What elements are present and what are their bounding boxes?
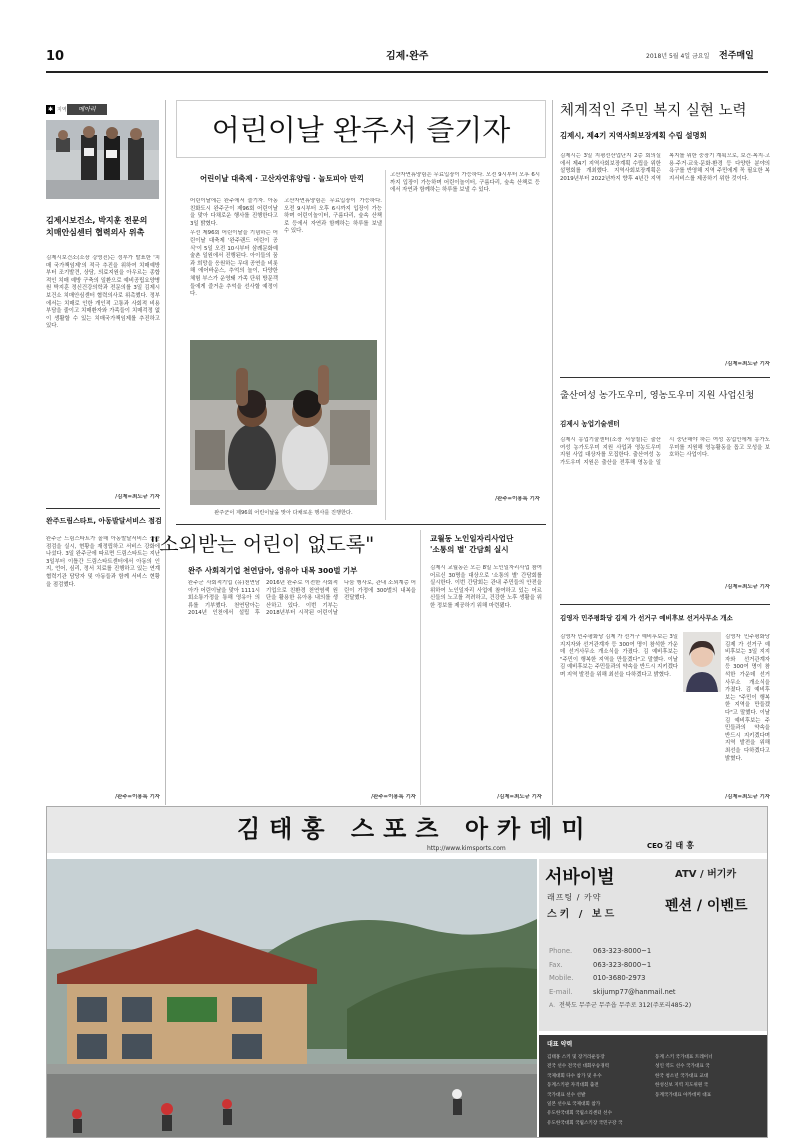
page-number: 10 — [46, 49, 65, 64]
region-tag-prefix: 지역 — [57, 107, 67, 113]
right-story2-body: 김제시 농업기술센터(소장 서상칠)는 출산여성 농가도우미 지원 사업과 영농도우미 지원 사업 대상자를 모집한다. 출산여성 농가도우미 지원은 출산을 전후해 영농을 일시 중단해야 하는 여성 농업인에게 농가도우미를 지원해 영농활동을 돕고 모성을 보호하는 사업이다. — [560, 437, 770, 466]
right-story3-body-right: 김영자 민주평화당 김제 가 선거구 예비후보는 3일 지지자와 선거관계자 등 300여 명이 참석한 가운데 선거사무소 개소식을 가졌다. 김 예비후보는 "주민이 행복한 지역을 만들겠다"고 말했다. 이날 김 예비후보는 주민들과의 약속을 반드시 지키겠다며 지역 발전을 위해 최선을 다하겠다고 밝혔다. — [725, 634, 770, 762]
ad-info-panel — [539, 859, 767, 1031]
mid-story-body: 김제시 교월동은 오는 8일 노인일자리사업 참여 어르신 30명을 대상으로 '소통의 별' 간담회를 실시한다. 이번 간담회는 관내 주민들의 안전을 위하여 노인일자리 사업에 참여하고 있는 어르신들의 노고를 격려하고, 건강한 노후 생활을 위한 정보를 제공하기 위해 마련됐다. — [430, 565, 542, 609]
left-col-divider — [165, 100, 166, 805]
region-tag — [46, 104, 108, 116]
main-continued-text: 고산자연휴양림은 무료입장이 가능하다. 오전 9시부터 오후 6시까지 입장이 가능하며 어린이놀이터, 구름다리, 숲속 산책로 등에서 자연과 함께하는 하루를 보낼 수 있다. — [390, 172, 540, 194]
issue-date: 2018년 5월 4일 금요일 — [646, 53, 710, 60]
left-rule-1 — [46, 508, 160, 509]
ad-venue-sub2: 스키 / 보드 — [547, 909, 618, 920]
ad-venue-sub1: 래프팅 / 카약 — [547, 893, 602, 902]
ad-history-panel — [539, 1035, 767, 1137]
ad-history-item: 유도한국대회 국립스키장 국민구강 국 — [547, 1120, 623, 1126]
ad-phone-label: Phone. — [549, 947, 573, 955]
ad-history-item: 성인 역도 선수 국가대표 국 — [655, 1064, 710, 1070]
main-subhead: 어린이날 대축제 · 고산자연휴양림 · 놀토피아 만끽 — [200, 174, 364, 183]
region-tag-bullet: ✱ — [47, 106, 54, 113]
mid-story-headline — [430, 533, 548, 555]
ad-ceo — [647, 842, 697, 851]
main-story-p3: 고산자연휴양림은 무료입장이 가능하다. 오전 9시부터 오후 6시까지 입장이 가능하며 어린이놀이터, 구름다리, 숲속 산책로 등에서 자연과 함께하는 하루를 보낼 수 있다. — [284, 198, 382, 235]
award-photo — [46, 120, 159, 199]
right-story1-subhead: 김제시, 제4기 지역사회보장계획 수립 설명회 — [560, 131, 707, 140]
main-left-column — [190, 198, 278, 338]
mid-col-divider — [420, 530, 421, 805]
ad-history-item: 국가대표 선수 선발 — [547, 1092, 586, 1098]
main-story-p2: 우선 제96회 어린이날을 기념하는 어린이날 대축제 '완주랜드 어린이 공식'이 5일 오전 10시부터 삼례문화예술촌 일원에서 진행된다. 아이들의 꿈과 희망을 응원하는 무대 공연을 비롯해 에어바운스, 추억의 놀이, 다양한 체험 부스가 운영돼 가족 단위 방문객들에게 즐거운 추억을 선사할 예정이다. — [190, 230, 278, 298]
left-story3-body: 완주군 사회적기업 (유)천연담아가 어린이날을 맞아 1111시회소통가정을 통해 영유아 의류를 기부했다. 천연담아는 2014년 인천에서 설립 후 2016년 완주로 이전한 사회적기업으로 친환경 천연염색 원단을 활용한 유아용 내의를 생산하고 있다. 이번 기부는 2018년부터 시작된 어린이날 나눔 행사로, 관내 소외계층 어린이 가정에 300벌의 내복을 전달했다. — [188, 580, 416, 617]
left-story2-body: 완주군 드림스타트가 올해 아동발달서비스 중간점검을 실시, 현황을 재정립하고 서비스 강화에 나섰다. 3일 완주군에 따르면 드림스타트는 지난 3일부터 이틀간 드림스타트센터에서 아동의 인지, 언어, 심리, 정서 치료를 진행하고 있는 연계협력기관 담당자 및 아동들과 함께 서비스 현황을 점검했다. — [46, 536, 160, 588]
ad-mobile: 010-3680-2973 — [593, 974, 646, 982]
ad-fax: 063-323-8000~1 — [593, 960, 652, 969]
left-story1-byline: /김제=최도규 기자 — [115, 494, 160, 500]
right-story2-headline: 출산여성 농가도우미, 영농도우미 지원 사업신청 — [560, 390, 755, 401]
header-rule — [46, 71, 768, 73]
right-rule-2 — [560, 604, 770, 605]
ad-history-item: 동계국가대표 아카데미 대표 — [655, 1092, 712, 1098]
ad-history-item: 일본 선수로 국제대회 참가 — [547, 1102, 601, 1108]
ad-mobile-row — [549, 972, 763, 986]
main-headline-box — [176, 100, 546, 158]
mid-story-headline-line1: 교월동 노인일자리사업단 — [430, 534, 514, 543]
ad-email-label: E-mail. — [549, 987, 573, 996]
ad-history-item: 한국 청소년 국가대표 교대 — [655, 1073, 709, 1079]
right-story3-byline: /김제=최도규 기자 — [725, 794, 770, 800]
mid-story-byline: /김제=최도규 기자 — [497, 794, 542, 800]
ad-fax-label: Fax. — [549, 960, 563, 969]
left-story3-subhead: 완주 사회적기업 천연담아, 영유아 내복 300벌 기부 — [188, 566, 358, 575]
mid-story-headline-line2: '소통의 별' 간담회 실시 — [430, 545, 509, 554]
left-story2-byline: /완주=이용록 기자 — [115, 794, 160, 800]
right-story3-headline: 김영자 민주평화당 김제 가 선거구 예비후보 선거사무소 개소 — [560, 614, 733, 622]
ad-email: skijump77@hanmail.net — [593, 987, 676, 996]
left-story2-title: 완주드림스타트, 아동발달서비스 점검 — [46, 517, 162, 525]
right-story2-byline: /김제=최도규 기자 — [725, 584, 770, 590]
ad-title: 김태홍 스포츠 아카데미 — [237, 815, 594, 843]
ad-history-title: 대표 약력 — [547, 1041, 573, 1048]
ad-url: http://www.kimsports.com — [427, 845, 506, 852]
right-col-divider — [552, 100, 553, 805]
ad-mobile-label: Mobile. — [549, 974, 574, 982]
right-story1-body: 김제시는 3일 지평선산업단지 2층 회의실에서 제4기 지역사회보장계획 수립을 위한 설명회를 개최했다. 지역사회보장계획은 2019년부터 2022년까지 향후 4년간 지역 복지를 위한 중장기 계획으로, 보건·복지·고용·주거·교육·문화·환경 등 다양한 분야의 욕구를 반영해 지역 주민에게 꼭 필요한 복지서비스를 제공하기 위한 것이다. — [560, 153, 770, 182]
ad-phone: 063-323-8000~1 — [593, 947, 652, 955]
ad-phone-row — [549, 945, 763, 959]
section-title: 김제·완주 — [386, 51, 429, 62]
main-col-divider — [385, 170, 386, 520]
ad-history-item: 한성신보 지역 지도위원 국 — [655, 1083, 709, 1089]
children-photo — [190, 340, 377, 505]
main-bottom-rule — [176, 524, 546, 525]
ad-history-item: 김태홍 스키 및 장거리운동장 — [547, 1055, 605, 1060]
left-story1-title-line2: 치매안심센터 협력의사 위촉 — [46, 228, 145, 237]
ad-contacts — [549, 945, 763, 1013]
ad-ceo-name: 김태홍 — [664, 841, 697, 850]
ad-history-item: 전국 선수 전국선 대회우승경력 — [547, 1064, 610, 1070]
ad-frame — [46, 806, 768, 1138]
main-story-byline: /완주=이용록 기자 — [495, 496, 540, 502]
ad-venue: 서바이벌 — [545, 867, 615, 888]
left-story1-body: 김제시보건소(소장 강영진)는 정부가 발표한 '치매 국가책임제'의 적극 추진을 위하여 치매예방부터 조기발견, 상담, 의료지원을 아우르는 종합적인 치매 예방 구축의 일환으로 예비공립요양병원 박지훈 정신건강의학과 전문의를 3일 김제시 보건소 치매안심센터 협력의사로 위촉했다. 정부에서는 치매로 인한 개인적 고통과 사회적 비용 부담을 줄이고 치매환자와 가족들이 치매걱정 없이 생활할 수 있는 치매국가책임제를 추진하고 있다. — [46, 255, 160, 330]
ad-service1: ATV / 버기카 — [675, 869, 737, 880]
region-tag-name: 메아리 — [67, 104, 107, 115]
page-header — [46, 44, 768, 70]
right-story1-byline: /김제=최도규 기자 — [725, 361, 770, 367]
right-story1-headline: 체계적인 주민 복지 실현 노력 — [560, 103, 747, 119]
main-headline: 어린이날 완주서 즐기자 — [211, 113, 511, 147]
ad-address: 전북도 무주군 무주읍 무주로 312(주포리485-2) — [559, 1002, 692, 1009]
right-rule-1 — [560, 377, 770, 378]
ad-address-row — [549, 999, 763, 1013]
ad-address-label: A. — [549, 1002, 556, 1009]
ad-history-item: 동계 스키 국가대표 트레이너 — [655, 1055, 713, 1060]
ad-email-row — [549, 986, 763, 1000]
right-story3-body-left: 김영자 민주평화당 김제 가 선거구 예비후보는 3일 지지자와 선거관계자 등 300여 명이 참석한 가운데 선거사무소 개소식을 가졌다. 김 예비후보는 "주민이 행복한 지역을 만들겠다"고 말했다. 이날 김 예비후보는 주민들과의 약속을 반드시 지키겠다며 지역 발전을 위해 최선을 다하겠다고 밝혔다. — [560, 634, 678, 678]
ad-history-col2 — [655, 1053, 763, 1100]
left-story1-title-line1: 김제시보건소, 박지훈 전문의 — [46, 216, 148, 225]
ad-fax-row — [549, 959, 763, 973]
ad-history-item: 국제대회 다수 참가 및 우수 — [547, 1073, 602, 1079]
left-story1-title — [46, 215, 160, 239]
main-photo-caption: 완주군이 제96회 어린이날을 맞아 다채로운 행사를 진행한다. — [214, 510, 353, 516]
left-story3-byline: /완주=이용록 기자 — [371, 794, 416, 800]
ad-ceo-label: CEO — [647, 842, 663, 850]
ad-history-item: 유도한국대회 국립소리센터 선수 — [547, 1111, 613, 1117]
paper-name: 전주매일 — [719, 51, 754, 61]
right-story2-subhead: 김제시 농업기술센터 — [560, 420, 620, 428]
left-story3-headline: "소외받는 어린이 없도록" — [150, 532, 375, 556]
main-story-p1: 어린이날에는 완주에서 즐기자. 아동친화도시 완주군이 제96회 어린이날을 맞아 다채로운 행사를 진행한다고 3일 밝혔다. — [190, 198, 278, 227]
ad-service2: 펜션 / 이벤트 — [665, 898, 748, 914]
candidate-portrait — [683, 632, 721, 692]
ad-history-item: 동계스키관 자격대회 출전 — [547, 1083, 599, 1089]
academy-photo — [47, 859, 537, 1137]
ad-history-col1 — [547, 1053, 649, 1128]
